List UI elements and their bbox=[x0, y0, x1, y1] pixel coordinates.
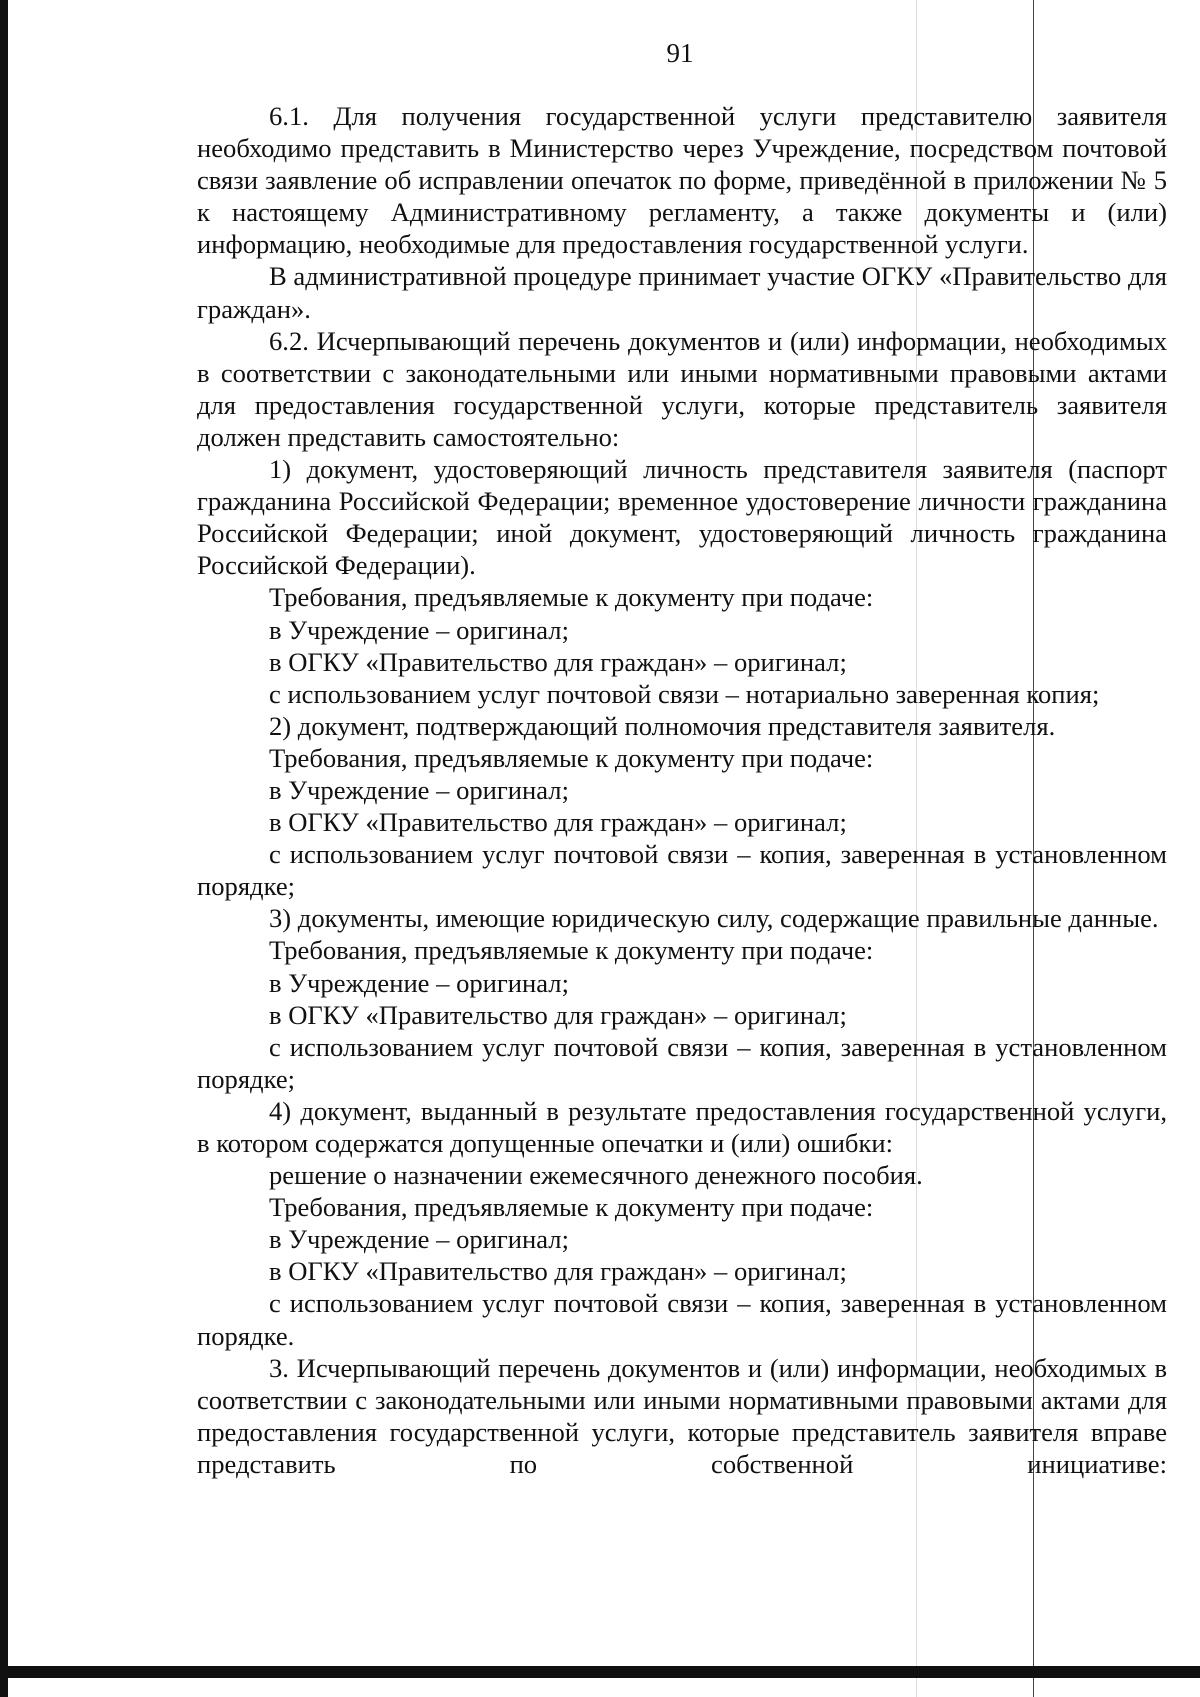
requirement-ogku: в ОГКУ «Правительство для граждан» – оригинал; bbox=[269, 646, 847, 677]
requirement-postal: с использованием услуг почтовой связи – копия, заверенная в установленном порядке. bbox=[197, 1288, 1167, 1351]
requirements-heading: Требования, предъявляемые к документу при подаче: bbox=[269, 935, 874, 966]
paragraph-3: 3. Исчерпывающий перечень документов и (или) информации, необходимых в соответствии с законодательными или иными нормативными правовыми актами для предоставления государственной услуги, которые представитель заявителя вправе представить по собственной инициативе: bbox=[197, 1352, 1167, 1479]
page-number: 91 bbox=[666, 38, 694, 68]
requirement-ogku: в ОГКУ «Правительство для граждан» – оригинал; bbox=[269, 999, 847, 1030]
requirements-heading: Требования, предъявляемые к документу при подаче: bbox=[269, 582, 874, 613]
decision-document: решение о назначении ежемесячного денежного пособия. bbox=[269, 1160, 923, 1191]
scan-border-bottom bbox=[0, 1666, 1200, 1678]
list-item-3: 3) документы, имеющие юридическую силу, содержащие правильные данные. bbox=[269, 903, 1159, 934]
requirement-institution: в Учреждение – оригинал; bbox=[269, 614, 569, 645]
requirement-postal: с использованием услуг почтовой связи – копия, заверенная в установленном порядке; bbox=[197, 839, 1167, 902]
paragraph-procedure-participant: В административной процедуре принимает участие ОГКУ «Правительство для граждан». bbox=[197, 261, 1167, 324]
requirements-heading: Требования, предъявляемые к документу при подаче: bbox=[269, 742, 874, 773]
paragraph-6-2: 6.2. Исчерпывающий перечень документов и (или) информации, необходимых в соответствии с законодательными или иными нормативными правовыми актами для предоставления государственной услуги, которые представитель заявителя должен представить самостоятельно: bbox=[197, 325, 1167, 452]
requirements-heading: Требования, предъявляемые к документу при подаче: bbox=[269, 1192, 874, 1223]
list-item-1: 1) документ, удостоверяющий личность представителя заявителя (паспорт гражданина Российской Федерации; временное удостоверение личности гражданина Российской Федерации; иной документ, удостоверяющий личность гражданина Российской Федерации). bbox=[197, 454, 1167, 581]
list-item-4: 4) документ, выданный в результате предоставления государственной услуги, в котором содержатся допущенные опечатки и (или) ошибки: bbox=[197, 1095, 1167, 1158]
requirement-institution: в Учреждение – оригинал; bbox=[269, 967, 569, 998]
requirement-institution: в Учреждение – оригинал; bbox=[269, 774, 569, 805]
requirement-ogku: в ОГКУ «Правительство для граждан» – оригинал; bbox=[269, 1256, 847, 1287]
document-body bbox=[197, 100, 1167, 1480]
requirement-ogku: в ОГКУ «Правительство для граждан» – оригинал; bbox=[269, 807, 847, 838]
requirement-postal: с использованием услуг почтовой связи – копия, заверенная в установленном порядке; bbox=[197, 1031, 1167, 1094]
paragraph-6-1: 6.1. Для получения государственной услуги представителю заявителя необходимо представить в Министерство через Учреждение, посредством почтовой связи заявление об исправлении опечаток по форме, приведённой в приложении № 5 к настоящему Административному регламенту, а также документы и (или) информацию, необходимые для предоставления государственной услуги. bbox=[197, 101, 1167, 260]
list-item-2: 2) документ, подтверждающий полномочия представителя заявителя. bbox=[269, 710, 1056, 741]
requirement-institution: в Учреждение – оригинал; bbox=[269, 1224, 569, 1255]
requirement-postal: с использованием услуг почтовой связи – нотариально заверенная копия; bbox=[269, 678, 1100, 709]
scan-border-left bbox=[0, 0, 8, 1697]
